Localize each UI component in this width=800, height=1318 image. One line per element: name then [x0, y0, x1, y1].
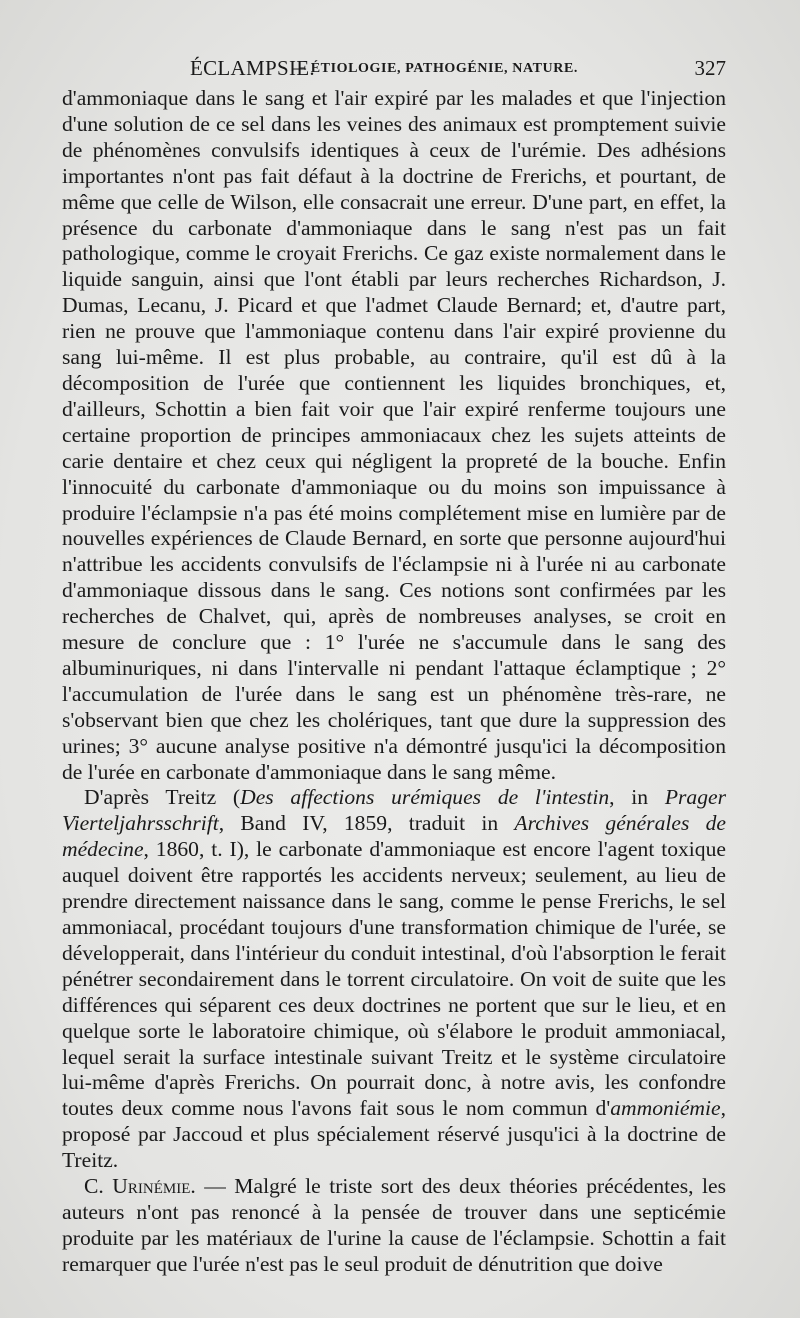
header-title: ÉCLAMPSIE. — [190, 56, 315, 80]
page-number: 327 — [694, 56, 726, 80]
header-subtitle: — ÉTIOLOGIE, PATHOGÉNIE, NATURE. — [292, 61, 579, 76]
p2-text-a: D'après Treitz ( — [84, 785, 241, 810]
p2-ref-archives: Archives générales de médecine — [62, 811, 726, 862]
p2-text-d: , 1860, t. I), le carbonate d'ammoniaque est encore l'agent toxique auquel doivent être rapportés les accidents nerveux; seulement, au lieu de prendre directement naissance dans le sang, comme le pense Frerichs, le sel ammoniacal, procédant toujours d'une transformation chimique de l'urée, se développerait, dans l'intérieur du conduit intestinal, d'où l'absorption le ferait pénétrer secondairement dans le torrent circulatoire. On voit de suite que les différences qui séparent ces deux doctrines ne portent que sur le lieu, et en quelque sorte le laboratoire chimique, où s'élabore le produit ammoniacal, lequel serait la surface intestinale suivant Treitz et le système circulatoire lui-même d'après Frerichs. On pourrait donc, à notre avis, les confondre toutes deux comme nous l'avons fait sous le nom commun d' — [62, 837, 726, 1121]
paragraph-2 — [62, 785, 726, 1174]
p2-term-ammoniemie: ammoniémie — [610, 1096, 721, 1121]
p2-ref-prager: Prager Vierteljahrsschrift — [62, 785, 726, 836]
section-label-urinemie: C. Urinémie. — [84, 1174, 196, 1199]
p2-text-c: , Band IV, 1859, traduit in — [218, 811, 515, 836]
paragraph-3 — [62, 1174, 726, 1278]
body-text — [62, 86, 726, 1278]
p2-text-e: , proposé par Jaccoud et plus spécialement réservé jusqu'ici à la doctrine de Treitz. — [62, 1096, 726, 1173]
running-header — [62, 56, 734, 80]
p2-ref-intestin: Des affections urémiques de l'intestin — [240, 785, 610, 810]
paragraph-1: d'ammoniaque dans le sang et l'air expiré par les malades et que l'injection d'une solution de ce sel dans les veines des animaux est promptement suivie de phénomènes convulsifs identiques à ceux de l'urémie. Des adhésions importantes n'ont pas fait défaut à la doctrine de Frerichs, et pourtant, de même que celle de Wilson, elle consacrait une erreur. D'une part, en effet, la présence du carbonate d'ammoniaque dans le sang n'est pas un fait pathologique, comme le croyait Frerichs. Ce gaz existe normalement dans le liquide sanguin, ainsi que l'ont établi par leurs recherches Richardson, J. Dumas, Lecanu, J. Picard et que l'admet Claude Bernard; et, d'autre part, rien ne prouve que l'ammoniaque contenu dans l'air expiré provienne du sang lui-même. Il est plus probable, au contraire, qu'il est dû à la décomposition de l'urée que contiennent les liquides bronchiques, et, d'ailleurs, Schottin a bien fait voir que l'air expiré renferme toujours une certaine proportion de principes ammoniacaux chez les sujets atteints de carie dentaire et chez ceux qui négligent la propreté de la bouche. Enfin l'innocuité du carbonate d'ammoniaque ou du moins son impuissance à produire l'éclampsie n'a pas été moins complétement mise en lumière par de nouvelles expériences de Claude Bernard, en sorte que personne aujourd'hui n'attribue les accidents convulsifs de l'éclampsie ni à l'urée ni au carbonate d'ammoniaque dissous dans le sang. Ces notions sont confirmées par les recherches de Chalvet, qui, après de nombreuses analyses, se croit en mesure de conclure que : 1° l'urée ne s'accumule dans le sang des albuminuriques, ni dans l'intervalle ni pendant l'attaque éclamptique ; 2° l'accumulation de l'urée dans le sang est un phénomène très-rare, ne s'observant bien que chez les cholériques, tant que dure la suppression des urines; 3° aucune analyse positive n'a démontré jusqu'ici la décomposition de l'urée en carbonate d'ammoniaque dans le sang même. — [62, 86, 726, 784]
p3-text: — Malgré le triste sort des deux théories précédentes, les auteurs n'ont pas renoncé à la pensée de trouver dans une septicémie produite par les matériaux de l'urine la cause de l'éclampsie. Schottin a fait remarquer que l'urée n'est pas le seul produit de dénutrition que doive — [62, 1174, 726, 1276]
p2-text-b: , in — [609, 785, 665, 810]
